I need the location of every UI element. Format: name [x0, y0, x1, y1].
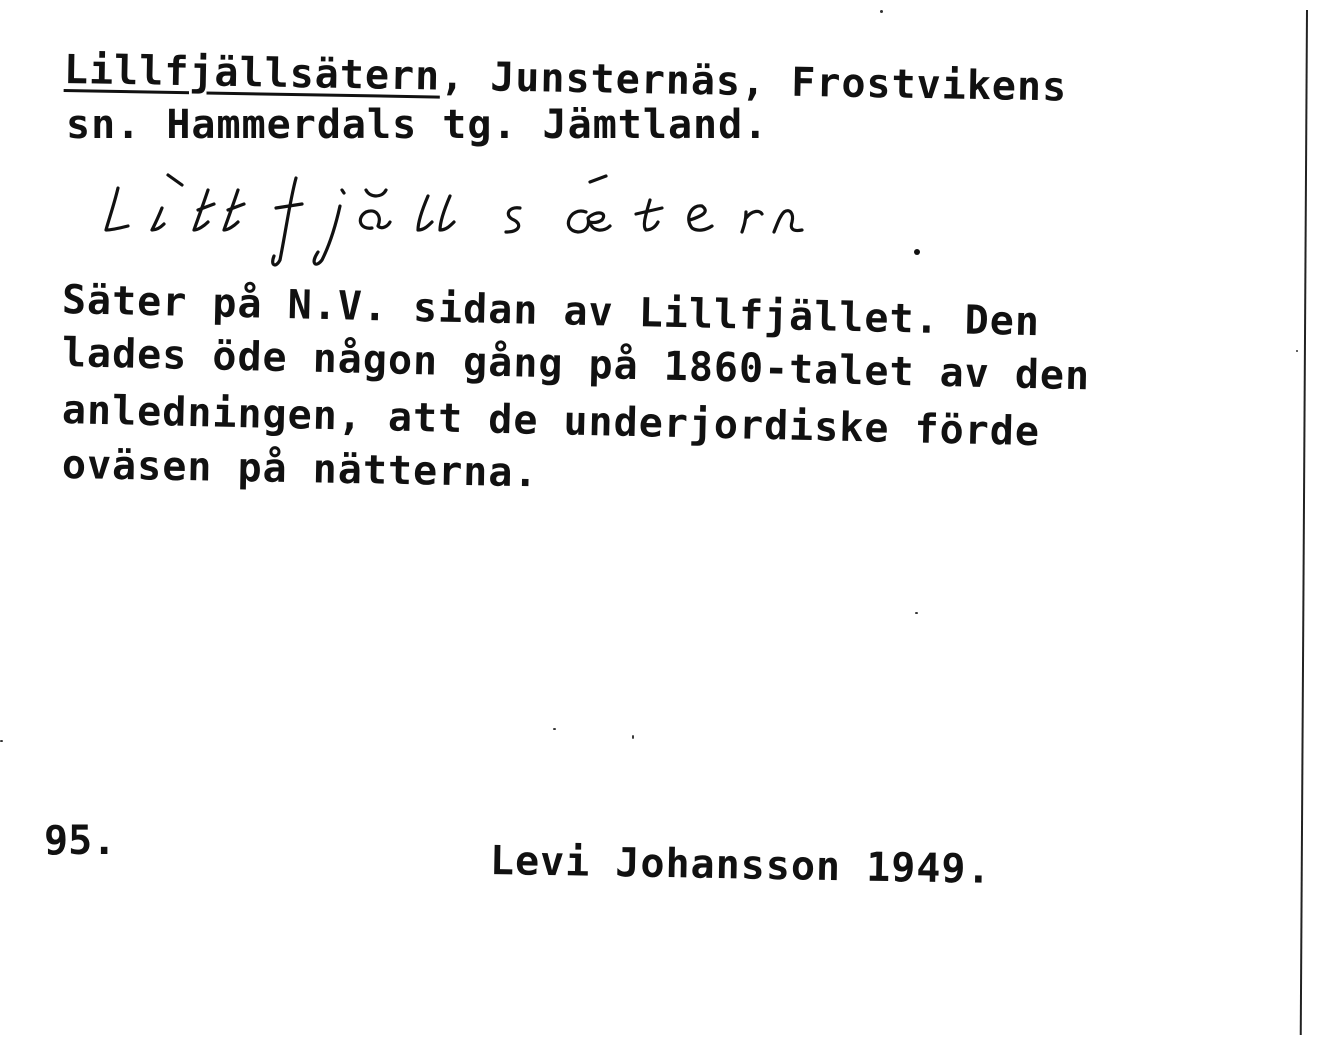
- body-line-1: Säter på N.V. sidan av Lillfjället. Den: [61, 277, 1041, 346]
- scan-speck: [1296, 350, 1298, 352]
- heading-line-2: sn. Hammerdals tg. Jämtland.: [66, 102, 769, 148]
- body-line-3: anledningen, att de underjordiske förde: [61, 387, 1041, 456]
- scan-speck: [632, 735, 634, 739]
- scan-speck: [0, 740, 3, 742]
- card-edge-line: [1300, 10, 1308, 1035]
- scan-speck: [880, 10, 883, 13]
- handwritten-phonetic-transcription: [90, 160, 970, 270]
- place-name: Lillfjällsätern: [63, 47, 441, 100]
- scan-speck: [915, 612, 918, 614]
- heading-line: [63, 47, 1068, 111]
- card-number: 95.: [44, 818, 117, 864]
- place-location: , Junsternäs, Frostvikens: [439, 53, 1068, 111]
- body-line-4: oväsen på nätterna.: [61, 442, 539, 497]
- scan-speck: [553, 728, 556, 730]
- collector-signature-line: Levi Johansson 1949.: [489, 838, 992, 893]
- body-line-2: lades öde någon gång på 1860-talet av den: [61, 330, 1091, 400]
